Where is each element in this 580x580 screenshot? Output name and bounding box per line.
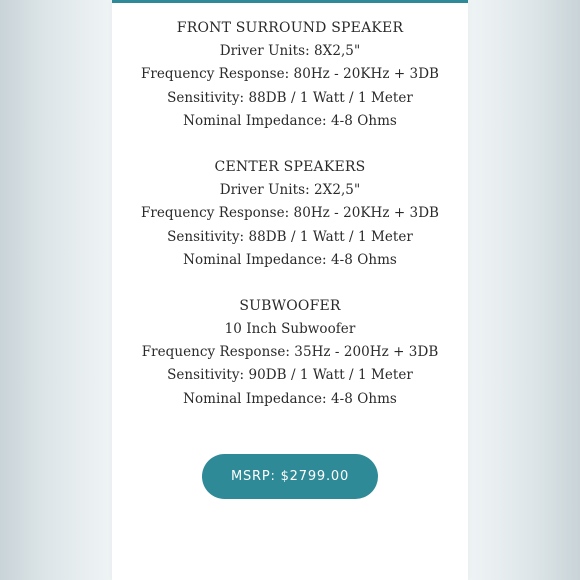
spec-content [112,17,468,411]
spec-line-nominal-impedance: Nominal Impedance: 4-8 Ohms [183,112,397,129]
spec-line-nominal-impedance: Nominal Impedance: 4-8 Ohms [183,390,397,407]
spec-line-driver-units: Driver Units: 2X2,5" [219,182,361,199]
spec-line-frequency-response: Frequency Response: 80Hz - 20KHz + 3DB [140,66,440,83]
spec-line-sensitivity: Sensitivity: 88DB / 1 Watt / 1 Meter [167,228,413,245]
spec-section-center [112,156,468,272]
spec-line-sensitivity: Sensitivity: 90DB / 1 Watt / 1 Meter [167,367,413,384]
spec-card [112,0,468,580]
spec-line-sensitivity: Sensitivity: 88DB / 1 Watt / 1 Meter [167,89,413,106]
msrp-button[interactable]: MSRP: $2799.00 [202,454,378,499]
spec-line-nominal-impedance: Nominal Impedance: 4-8 Ohms [183,251,397,268]
section-heading: SUBWOOFER [239,297,341,314]
card-top-accent-rule [112,0,468,3]
spec-section-subwoofer [112,295,468,411]
section-heading: CENTER SPEAKERS [214,158,366,175]
spec-line-driver-units: Driver Units: 8X2,5" [219,43,361,60]
spec-line-driver-size: 10 Inch Subwoofer [224,321,356,338]
spec-line-frequency-response: Frequency Response: 35Hz - 200Hz + 3DB [141,344,439,361]
spec-line-frequency-response: Frequency Response: 80Hz - 20KHz + 3DB [140,205,440,222]
section-heading: FRONT SURROUND SPEAKER [176,20,404,36]
spec-section-front-surround [112,17,468,133]
